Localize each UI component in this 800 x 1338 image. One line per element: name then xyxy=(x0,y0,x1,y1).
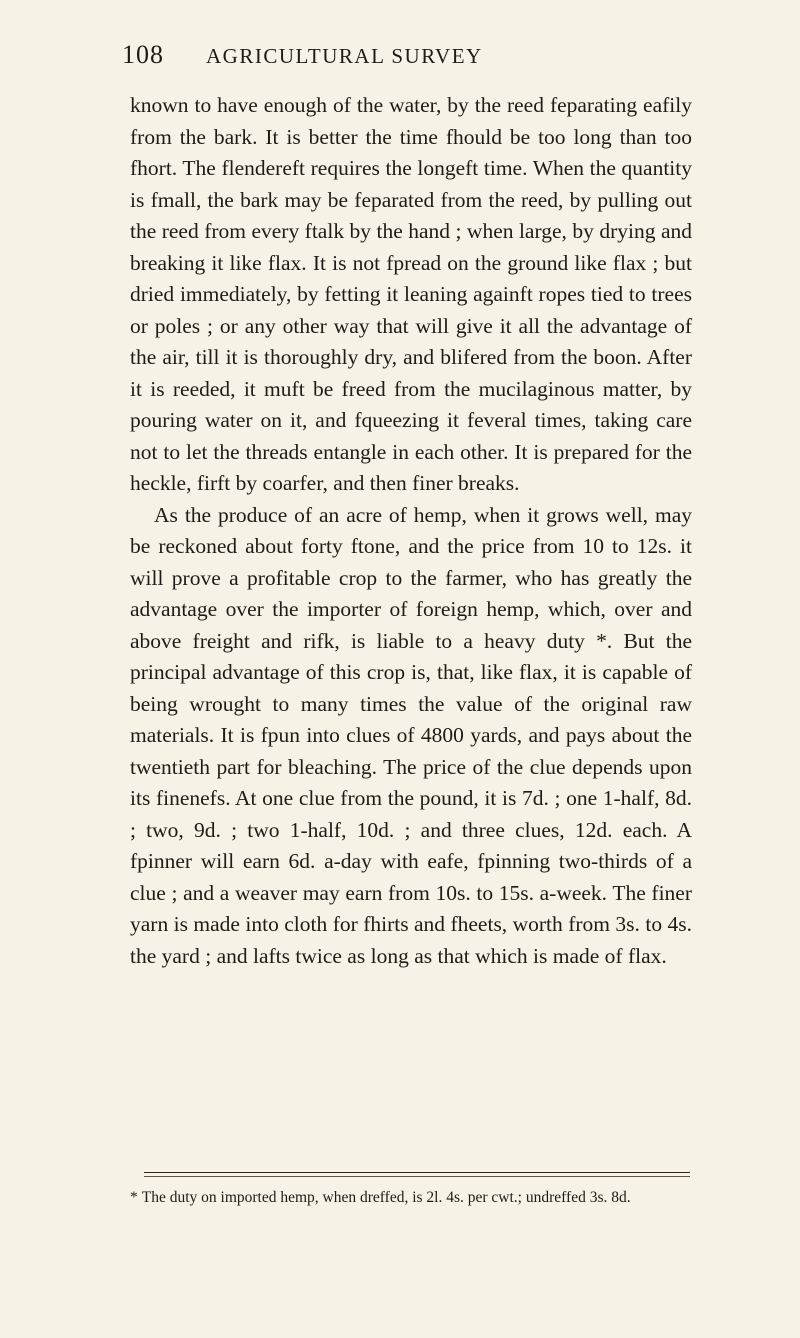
footnote-rule-secondary xyxy=(144,1176,690,1177)
page-header xyxy=(122,40,682,80)
paragraph-1: known to have enough of the water, by the reed feparating eafily from the bark. It is better the time fhould be too long than too fhort. The flendereft requires the longeft time. When the quantity is fmall, the bark may be feparated from the reed, by pulling out the reed from every ftalk by the hand ; when large, by drying and breaking it like flax. It is not fpread on the ground like flax ; but dried immediately, by fetting it leaning againft ropes tied to trees or poles ; or any other way that will give it all the advantage of the air, till it is thoroughly dry, and blifered from the boon. After it is reeded, it muft be freed from the mucilaginous matter, by pouring water on it, and fqueezing it feveral times, taking care not to let the threads entangle in each other. It is prepared for the heckle, firft by coarfer, and then finer breaks. xyxy=(130,93,692,495)
footnote-rule xyxy=(144,1172,690,1173)
running-head: AGRICULTURAL SURVEY xyxy=(206,44,483,68)
footnote xyxy=(130,1188,692,1208)
paragraph-2: As the produce of an acre of hemp, when it grows well, may be reckoned about forty ftone, and the price from 10 to 12s. it will prove a profitable crop to the farmer, who has greatly the advantage over the importer of foreign hemp, which, over and above freight and rifk, is liable to a heavy duty *. But the principal advantage of this crop is, that, like flax, it is capable of being wrought to many times the value of the original raw materials. It is fpun into clues of 4800 yards, and pays about the twentieth part for bleaching. The price of the clue depends upon its finenefs. At one clue from the pound, it is 7d. ; one 1-half, 8d. ; two, 9d. ; two 1-half, 10d. ; and three clues, 12d. each. A fpinner will earn 6d. a-day with eafe, fpinning two-thirds of a clue ; and a weaver may earn from 10s. to 15s. a-week. The finer yarn is made into cloth for fhirts and fheets, worth from 3s. to 4s. the yard ; and lafts twice as long as that which is made of flax. xyxy=(130,502,692,968)
page-number: 108 xyxy=(122,40,164,69)
footnote-text: The duty on imported hemp, when dreffed, is 2l. 4s. per cwt.; undreffed 3s. 8d. xyxy=(141,1189,631,1206)
body-text xyxy=(130,90,692,972)
footnote-mark: * xyxy=(130,1189,138,1206)
